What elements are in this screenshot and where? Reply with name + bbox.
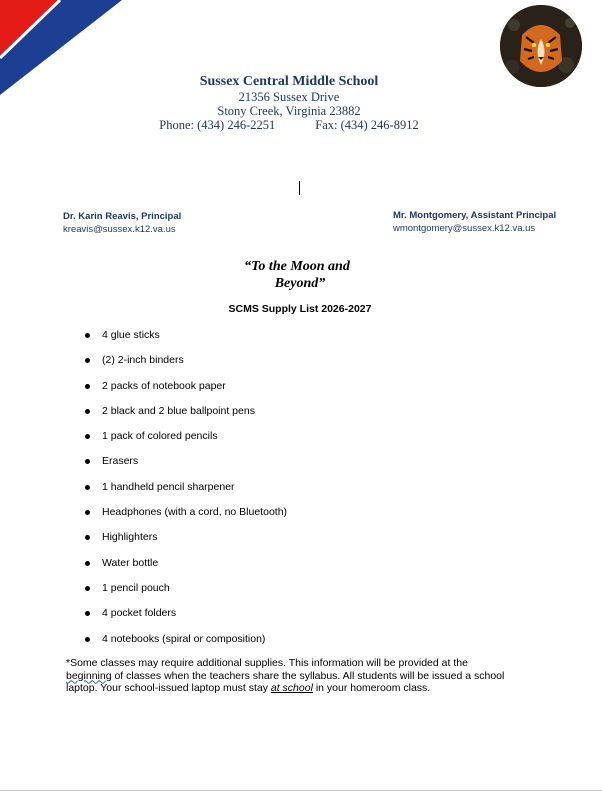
note-line-3 [66,682,546,695]
list-item [84,556,287,581]
note-line-1: *Some classes may require additional supplies. This information will be provided at the [66,657,468,669]
bullet-icon [85,459,90,464]
list-item [84,454,287,479]
list-item [84,379,287,404]
principal-block [63,210,181,236]
supply-list [84,328,287,657]
fax-number: Fax: (434) 246-8912 [315,118,419,132]
list-item [84,328,287,353]
note-emphasis: at school [270,682,313,694]
contact-row [0,118,578,132]
supply-note [66,657,546,695]
list-item-label: 1 handheld pencil sharpener [102,480,235,493]
list-item [84,404,287,429]
list-item [84,530,287,555]
bullet-icon [85,561,90,566]
list-item-label: Erasers [102,455,139,468]
principal-email[interactable]: kreavis@sussex.k12.va.us [63,224,176,235]
list-item [84,429,287,454]
list-item [84,581,287,606]
list-item [84,480,287,505]
note-line-3-end: in your homeroom class. [312,682,431,694]
page-bottom-rule [0,790,602,791]
bullet-icon [85,611,90,616]
school-name: Sussex Central Middle School [199,74,379,89]
principal-name: Dr. Karin Reavis, Principal [63,211,182,222]
note-line-2-rest: of classes when the teachers share the syllabus. All students will be issued a school [111,669,505,682]
assistant-principal-block [393,209,556,235]
letterhead [0,74,578,132]
list-item-label: Highlighters [102,531,158,544]
list-item-label: Headphones (with a cord, no Bluetooth) [102,506,288,519]
assistant-principal-email[interactable]: wmontgomery@sussex.k12.va.us [393,223,536,234]
bullet-icon [85,485,90,490]
note-line-2 [66,670,546,683]
note-line-3-start: laptop. Your school-issued laptop must stay [66,682,271,694]
bullet-icon [85,586,90,591]
address-line-1: 21356 Sussex Drive [238,90,340,104]
list-item-label: 2 packs of notebook paper [102,379,226,392]
motto-line-2: Beyond” [274,276,326,291]
list-item [84,632,287,657]
address-line-2: Stony Creek, Virginia 23882 [217,104,361,118]
list-item-label: 4 glue sticks [102,329,160,341]
bullet-icon [85,333,90,338]
bullet-icon [85,384,90,389]
bullet-icon [85,535,90,540]
phone-number: Phone: (434) 246-2251 [159,118,276,132]
assistant-principal-name: Mr. Montgomery, Assistant Principal [393,210,557,221]
spellcheck-word: beginning [66,669,112,682]
list-item-label: 4 pocket folders [102,607,177,620]
motto-line-1: “To the Moon and [244,259,350,274]
list-item-label: 2 black and 2 blue ballpoint pens [102,404,255,417]
list-item [84,353,287,378]
bullet-icon [85,358,90,363]
supply-list-title: SCMS Supply List 2026-2027 [228,303,372,315]
list-item [84,505,287,530]
bullet-icon [85,434,90,439]
list-item-label: 1 pencil pouch [102,581,170,594]
list-item-label: Water bottle [102,556,159,569]
motto [0,258,594,292]
bullet-icon [85,637,90,642]
list-item [84,606,287,631]
bullet-icon [85,510,90,515]
list-item-label: 4 notebooks (spiral or composition) [102,632,266,645]
bullet-icon [85,409,90,414]
list-item-label: 1 pack of colored pencils [102,430,218,443]
text-cursor [299,181,300,195]
list-item-label: (2) 2-inch binders [102,354,184,367]
